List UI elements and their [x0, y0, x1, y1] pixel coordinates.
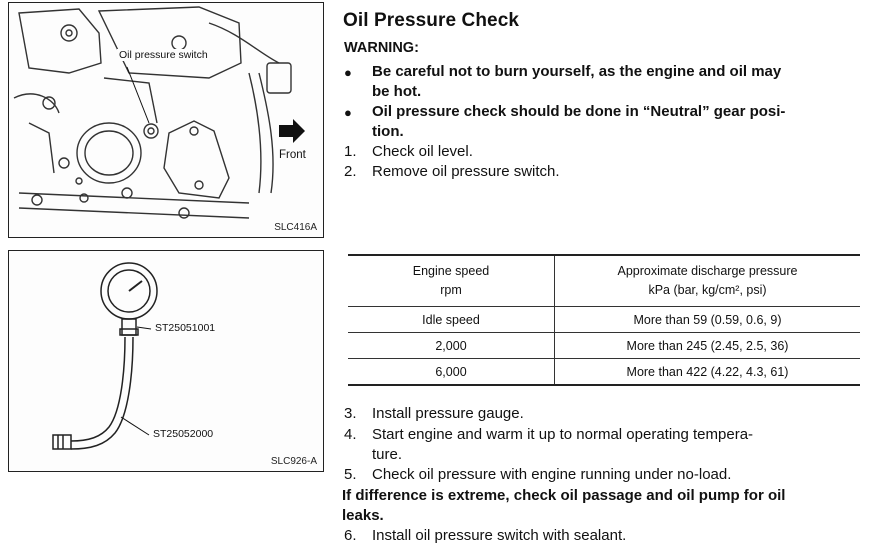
warning-1-line-1: Be careful not to burn yourself, as the engine and oil may: [372, 63, 782, 80]
engine-illustration: [8, 2, 324, 238]
warning-1-line-2: be hot.: [372, 83, 422, 100]
figure-code: SLC416A: [274, 222, 317, 233]
step-text: Check oil pressure with engine running under no-load.: [372, 466, 732, 483]
step-number: 2.: [344, 163, 357, 180]
step-number: 5.: [344, 466, 357, 483]
table-row: [348, 307, 860, 333]
note-line-1: If difference is extreme, check oil passage and oil pump for oil: [342, 487, 786, 504]
table-row: [348, 359, 860, 386]
step-text: Check oil level.: [372, 143, 473, 160]
hose-part-number: ST25052000: [153, 428, 214, 440]
header-text: Approximate discharge pressure: [617, 264, 798, 278]
engine-speed-header: [348, 255, 555, 307]
table-header-row: [348, 255, 860, 307]
table-row: [348, 333, 860, 359]
step-text: Install pressure gauge.: [372, 405, 524, 422]
pressure-cell: More than 245 (2.45, 2.5, 36): [555, 333, 861, 359]
speed-cell: Idle speed: [348, 307, 555, 333]
bullet-icon: ●: [344, 105, 352, 120]
header-unit: rpm: [440, 283, 462, 297]
front-arrow-icon: [279, 119, 305, 143]
gauge-part-number: ST25051001: [155, 322, 216, 334]
figure-code: SLC926-A: [270, 456, 317, 467]
speed-cell: 2,000: [348, 333, 555, 359]
step-number: 1.: [344, 143, 357, 160]
step-text: Install oil pressure switch with sealant.: [372, 527, 627, 544]
header-unit: kPa (bar, kg/cm², psi): [648, 283, 767, 297]
step-text: Remove oil pressure switch.: [372, 163, 560, 180]
step-number: 4.: [344, 426, 357, 443]
front-label: Front: [279, 149, 306, 161]
pressure-cell: More than 422 (4.22, 4.3, 61): [555, 359, 861, 386]
pressure-gauge-illustration: [8, 250, 324, 472]
step-number: 3.: [344, 405, 357, 422]
warning-label: WARNING:: [344, 40, 419, 56]
note-line-2: leaks.: [342, 507, 384, 524]
speed-cell: 6,000: [348, 359, 555, 386]
engine-drawing: [9, 3, 322, 236]
step-text: Start engine and warm it up to normal operating tempera-: [372, 426, 754, 443]
page-title: Oil Pressure Check: [343, 10, 520, 31]
discharge-pressure-header: [555, 255, 861, 307]
warning-2-line-1: Oil pressure check should be done in “Neutral” gear posi-: [372, 103, 786, 120]
step-number: 6.: [344, 527, 357, 544]
bullet-icon: ●: [344, 65, 352, 80]
step-text-continued: ture.: [372, 446, 403, 463]
header-text: Engine speed: [412, 264, 490, 278]
oil-pressure-spec-table: [348, 254, 860, 386]
warning-2-line-2: tion.: [372, 123, 404, 140]
pressure-cell: More than 59 (0.59, 0.6, 9): [555, 307, 861, 333]
oil-pressure-switch-callout: Oil pressure switch: [119, 49, 208, 61]
